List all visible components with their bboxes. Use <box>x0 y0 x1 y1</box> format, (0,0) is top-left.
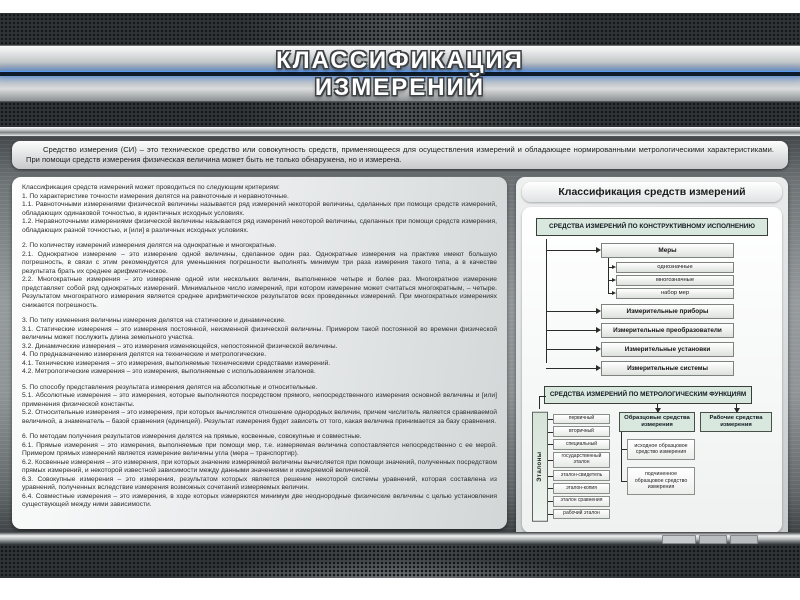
chart1-box: Меры <box>601 243 734 258</box>
carbon-strip-top <box>0 13 800 45</box>
text-group <box>22 317 497 377</box>
chart1-box: Измерительные установки <box>601 342 734 357</box>
etalon-box: эталон сравнения <box>553 496 610 507</box>
chart1-subbox: набор мер <box>616 288 734 299</box>
chart1-subgroup <box>616 262 734 299</box>
main-area <box>0 136 800 532</box>
etalon-row <box>553 496 610 507</box>
etalon-row <box>553 483 610 494</box>
text-group <box>22 242 497 310</box>
obraz-box: исходное образцовое средство измерения <box>627 439 695 460</box>
chart1-row <box>601 323 734 338</box>
paragraph: 4.1. Технические измерения – это измерения, выполняемые техническими средствами измерений. <box>22 359 331 367</box>
paragraph: 2. По количеству измерений измерения делятся на однократные и многократные. <box>22 242 277 250</box>
classification-card <box>522 207 782 532</box>
etalons-label-box: Эталоны <box>532 412 548 522</box>
paragraph: 5.2. Относительные измерения – это измерения, при которых вычисляется отношение однородных величин, причем числитель является сравниваемой величиной, а знаменатель – базой сравнения (единицей). Результат измерения будет зависеть от того, какая величина принимается за базу сравнения. <box>22 409 497 425</box>
rabochie-header: Рабочие средства измерения <box>700 412 772 432</box>
etalon-box: эталон-копия <box>553 483 610 494</box>
chart1-box: Измерительные приборы <box>601 304 734 319</box>
paragraph: 2.1. Однократное измерение – это измерение одной величины, сделанное один раз. Однократные измерения на практике имеют большую погрешность, в связи с этим рекомендуется для уменьшения погрешности выполнять минимум три раза измерения такого типа, а в качестве результата брать их среднее арифметическое. <box>22 250 497 275</box>
paragraph: 3. По типу изменения величины измерения делятся на статические и динамические. <box>22 317 286 325</box>
etalon-box: первичный <box>553 414 610 425</box>
paragraph: 5. По способу представления результата измерения делятся на абсолютные и относительные. <box>22 383 318 391</box>
text-group <box>22 184 497 235</box>
paragraph: 1.2. Неравноточными измерениями физической величины называется ряд измерений некоторой величины, сделанных при помощи средств измерения, обладающих разной точностью, и [или] в различных исходных условиях. <box>22 218 497 234</box>
chart1-subrow <box>616 262 734 273</box>
chart1-box: Измерительные системы <box>601 361 734 376</box>
paragraph: 3.2. Динамические измерения – это измерения изменяющейся, непостоянной физической величины. <box>22 342 338 350</box>
chart-by-design <box>532 218 772 376</box>
title-line-2: ИЗМЕРЕНИЙ <box>314 74 486 101</box>
intro-bar <box>12 141 788 169</box>
obraz-box: подчиненное образцовое средство измерения <box>627 467 695 495</box>
etalon-box: эталон-свидетель <box>553 470 610 481</box>
logo-block <box>662 535 696 544</box>
title-line-1: КЛАССИФИКАЦИЯ <box>276 47 524 74</box>
obraz-header: Образцовые средства измерения <box>619 412 695 432</box>
chart1-header: СРЕДСТВА ИЗМЕРЕНИЙ ПО КОНСТРУКТИВНОМУ ИСПОЛНЕНИЮ <box>536 218 768 236</box>
chart1-subrow <box>616 275 734 286</box>
paragraph: 6.2. Косвенные измерения – это измерения, при которых значение измеряемой величины вычисляется при помощи значений, полученных посредством прямых измерений, и некоторой известной зависимости между данными значениями и измеряемой величиной. <box>22 458 497 475</box>
metal-strip-upper <box>0 127 800 136</box>
etalon-box: вторичный <box>553 426 610 437</box>
carbon-strip-mid <box>0 102 800 127</box>
chart2-body <box>532 412 772 522</box>
etalon-list <box>553 412 610 522</box>
etalon-row <box>553 426 610 437</box>
obraz-row <box>627 467 695 495</box>
chart1-subbox: многозначные <box>616 275 734 286</box>
etalon-box: рабочий эталон <box>553 509 610 520</box>
title-banner <box>0 45 800 102</box>
paragraph: 1. По характеристике точности измерения делятся на равноточные и неравноточные. <box>22 192 289 200</box>
chart1-row <box>601 243 734 258</box>
metal-strip-lower <box>0 532 800 545</box>
paragraph: 6.1. Прямые измерения – это измерения, выполняемые при помощи мер, т.е. измеряемая величина сопоставляется непосредственно с ее мерой. Примером прямых измерений является измерение величины угла (мера – транспортир). <box>22 441 497 458</box>
paragraph: 6.4. Совместные измерения – это измерения, в ходе которых измеряются минимум две неоднородные физические величины с целью установления существующей между ними зависимости. <box>22 492 497 509</box>
chart1-box: Измерительные преобразователи <box>601 323 734 338</box>
obraz-row <box>627 439 695 460</box>
paragraph: 5.1. Абсолютные измерения – это измерения, которые выполняются посредством прямого, непосредственного измерения основной величины и [или] применения физической константы. <box>22 392 497 408</box>
etalon-row <box>553 439 610 450</box>
footer-logo <box>662 535 758 544</box>
connector-elbow <box>539 396 546 409</box>
etalon-row <box>553 414 610 425</box>
paragraph: Классификация средств измерений может проводиться по следующим критериям: <box>22 184 280 192</box>
right-panel <box>516 177 788 532</box>
chart1-row <box>601 304 734 319</box>
intro-text: Средство измерения (СИ) – это техническое средство или совокупность средств, применяющееся для осуществления измерений и обладающее нормированными метрологическими характеристиками. При помощи средств измерения физическая величина может быть не только обнаружена, но и измерена. <box>26 145 774 164</box>
paragraph: 4. По предназначению измерения делятся на технические и метрологические. <box>22 351 267 359</box>
left-text <box>22 184 497 510</box>
etalon-box: государственный эталон <box>553 452 610 469</box>
etalon-box: специальный <box>553 439 610 450</box>
paragraph: 1.1. Равноточными измерениями физической величины называется ряд измерений некоторой величины, сделанных при помощи средств измерений, обладающих одинаковой точностью, в идентичных исходных условиях. <box>22 201 497 217</box>
right-panel-title: Классификация средств измерений <box>522 182 782 202</box>
logo-block <box>699 535 727 544</box>
obraz-list <box>627 439 695 495</box>
connector-line <box>621 432 622 482</box>
chart1-subrow <box>616 288 734 299</box>
paragraph: 2.2. Многократные измерения – это измерение одной или нескольких величин, выполненное четыре и более раз. Многократное измерение представляет собой ряд однократных измерений. Минимальное число измерений, при котором измерение может считаться многократным, – четыре. Результатом многократного измерения является среднее арифметическое результатов всех проведенных измерений. При многократных измерениях снижается погрешность. <box>22 276 497 309</box>
content-row <box>0 177 800 532</box>
text-group <box>22 384 497 427</box>
poster-title <box>0 47 800 101</box>
paragraph: 6.3. Совокупные измерения – это измерения, результатом которых является решение некоторой системы уравнений, которая составлена из уравнений, полученных вследствие измерения возможных сочетаний измеряемых величин. <box>22 475 497 492</box>
chart2-header: СРЕДСТВА ИЗМЕРЕНИЙ ПО МЕТРОЛОГИЧЕСКИМ ФУНКЦИЯМ <box>544 386 752 404</box>
etalon-row <box>553 452 610 469</box>
obraz-column <box>619 412 695 522</box>
logo-block <box>730 535 758 544</box>
chart-by-function <box>532 386 772 521</box>
chart1-row <box>601 342 734 357</box>
chart1-row <box>601 361 734 376</box>
paragraph: 6. По методам получения результатов измерения делятся на прямые, косвенные, совокупные и совместные. <box>22 433 362 441</box>
etalon-row <box>553 509 610 520</box>
chart1-body <box>532 243 770 376</box>
chart1-subbox: однозначные <box>616 262 734 273</box>
connector-trunk <box>546 239 547 363</box>
paragraph: 4.2. Метрологические измерения – это измерения, выполняемые с использованием эталонов. <box>22 368 316 376</box>
text-group <box>22 433 497 510</box>
etalon-row <box>553 470 610 481</box>
left-text-panel <box>12 177 507 529</box>
rabochie-column <box>700 412 772 522</box>
carbon-strip-bottom <box>0 545 800 578</box>
etalons-column <box>532 412 614 522</box>
paragraph: 3.1. Статические измерения – это измерения постоянной, неизменной физической величины. Примером такой постоянной во времени физической величины может послужить длина земельного участка. <box>22 325 497 342</box>
